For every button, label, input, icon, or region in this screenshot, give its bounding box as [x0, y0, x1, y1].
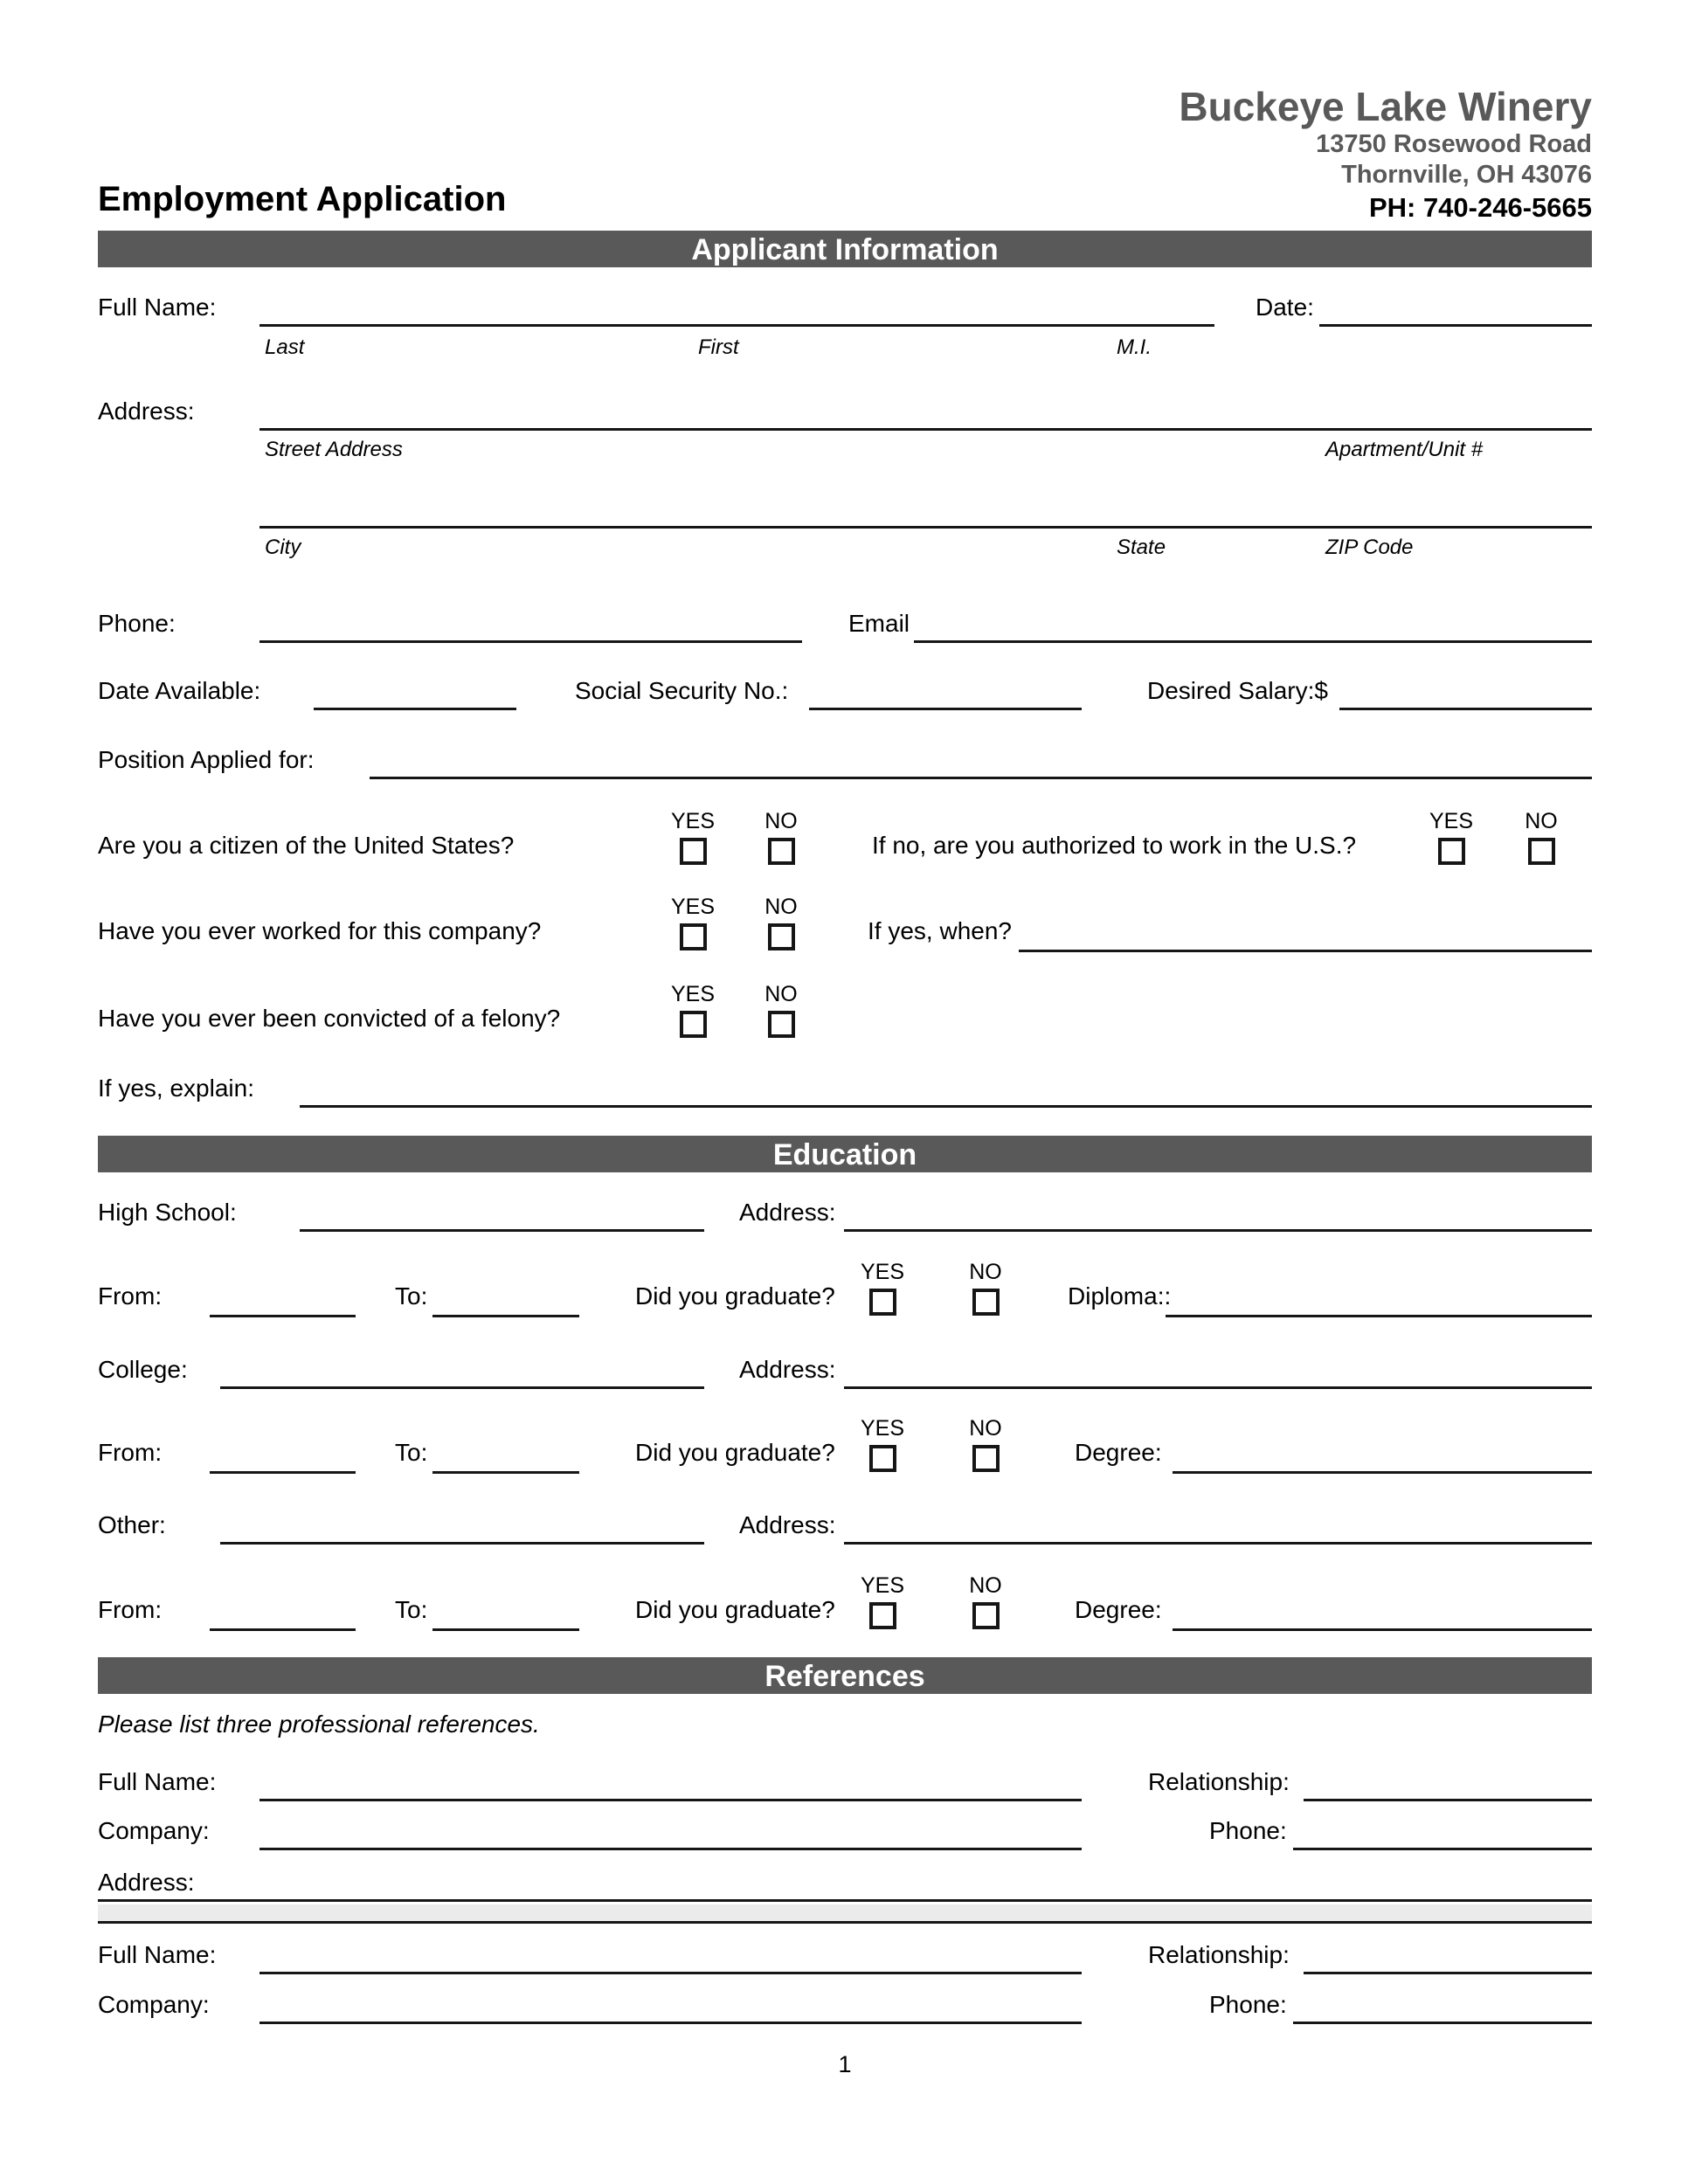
- phone-input[interactable]: [259, 640, 802, 643]
- ref1-address-label: Address:: [98, 1869, 195, 1896]
- no-label: NO: [764, 982, 798, 1006]
- ref1-phone-input[interactable]: [1293, 1848, 1592, 1850]
- high-school-input[interactable]: [300, 1229, 704, 1232]
- ref1-company-row: [98, 1815, 1592, 1850]
- ref1-phone-label: Phone:: [1209, 1817, 1287, 1844]
- other-grad-no-option: [959, 1574, 1012, 1629]
- full-name-input[interactable]: [259, 324, 1214, 327]
- full-name-label: Full Name:: [98, 294, 217, 321]
- yes-label: YES: [670, 809, 716, 833]
- no-label: NO: [969, 1573, 1002, 1598]
- authorized-question: If no, are you authorized to work in the U.S.?: [872, 832, 1357, 859]
- city-state-zip-input[interactable]: [259, 526, 1592, 529]
- section-header-education: Education: [98, 1136, 1592, 1172]
- hs-grad-no-checkbox[interactable]: [972, 1289, 1000, 1316]
- desired-salary-input[interactable]: [1339, 708, 1592, 710]
- ref2-phone-label: Phone:: [1209, 1991, 1287, 2018]
- company-name: Buckeye Lake Winery: [1179, 84, 1592, 129]
- ref2-relationship-input[interactable]: [1304, 1972, 1592, 1974]
- ref2-full-name-label: Full Name:: [98, 1941, 217, 1968]
- ssn-input[interactable]: [809, 708, 1082, 710]
- section-header-applicant-information: Applicant Information: [98, 231, 1592, 267]
- no-label: NO: [764, 895, 798, 919]
- to-label: To:: [395, 1439, 428, 1466]
- college-grad-row: [98, 1418, 1592, 1474]
- email-input[interactable]: [914, 640, 1592, 643]
- citizen-row: [98, 811, 1592, 867]
- yes-label: YES: [860, 1260, 905, 1284]
- degree-label: Degree:: [1075, 1596, 1162, 1623]
- ref1-full-name-input[interactable]: [259, 1799, 1082, 1801]
- references-note-row: [98, 1711, 1592, 1742]
- college-address-label: Address:: [739, 1356, 836, 1383]
- other-row: [98, 1510, 1592, 1545]
- felony-no-option: [755, 983, 807, 1038]
- other-grad-yes-option: [856, 1574, 909, 1629]
- other-grad-no-checkbox[interactable]: [972, 1602, 1000, 1629]
- felony-yes-checkbox[interactable]: [680, 1011, 707, 1038]
- worked-yes-checkbox[interactable]: [680, 923, 707, 950]
- date-input[interactable]: [1319, 324, 1592, 327]
- no-label: NO: [1525, 809, 1558, 833]
- availability-row: [98, 675, 1592, 710]
- from-label: From:: [98, 1596, 163, 1623]
- ref1-full-name-label: Full Name:: [98, 1768, 217, 1795]
- ref1-address-row: [98, 1864, 1592, 1902]
- form-title: Employment Application: [98, 180, 507, 218]
- authorized-no-option: [1515, 810, 1567, 865]
- from-label: From:: [98, 1282, 163, 1310]
- other-grad-row: [98, 1575, 1592, 1631]
- felony-yes-option: [667, 983, 719, 1038]
- company-phone: PH: 740-246-5665: [1368, 192, 1592, 223]
- zip-hint: ZIP Code: [1325, 536, 1414, 559]
- ref2-relationship-label: Relationship:: [1148, 1941, 1290, 1968]
- authorized-yes-option: [1425, 810, 1477, 865]
- company-address-line2: Thornville, OH 43076: [1341, 161, 1592, 189]
- phone-email-row: [98, 608, 1592, 643]
- worked-yes-option: [667, 895, 719, 950]
- full-name-hints: [98, 335, 1592, 362]
- ref1-relationship-input[interactable]: [1304, 1799, 1592, 1801]
- hs-to-input[interactable]: [432, 1315, 579, 1317]
- explain-row: [98, 1073, 1592, 1108]
- references-note: Please list three professional references.: [98, 1711, 540, 1738]
- hs-grad-no-option: [959, 1261, 1012, 1316]
- ref1-relationship-label: Relationship:: [1148, 1768, 1290, 1795]
- citizen-yes-checkbox[interactable]: [680, 838, 707, 865]
- ref1-address-input-line2[interactable]: [98, 1904, 1592, 1924]
- page-number: 1: [838, 2051, 852, 2077]
- ref2-name-row: [98, 1939, 1592, 1974]
- no-label: NO: [969, 1416, 1002, 1441]
- ref1-company-label: Company:: [98, 1817, 210, 1844]
- street-address-hint: Street Address: [265, 438, 403, 461]
- first-hint: First: [698, 335, 739, 359]
- yes-label: YES: [860, 1573, 905, 1598]
- college-to-input[interactable]: [432, 1471, 579, 1474]
- ref2-phone-input[interactable]: [1293, 2022, 1592, 2024]
- hs-address-input[interactable]: [844, 1229, 1592, 1232]
- authorized-no-checkbox[interactable]: [1528, 838, 1555, 865]
- worked-no-checkbox[interactable]: [768, 923, 795, 950]
- address-label: Address:: [98, 397, 195, 425]
- other-address-input[interactable]: [844, 1542, 1592, 1545]
- citizen-yes-option: [667, 810, 719, 865]
- graduate-question: Did you graduate?: [635, 1596, 835, 1623]
- authorized-yes-checkbox[interactable]: [1438, 838, 1465, 865]
- apartment-hint: Apartment/Unit #: [1325, 438, 1484, 461]
- explain-label: If yes, explain:: [98, 1075, 254, 1102]
- other-input[interactable]: [220, 1542, 704, 1545]
- yes-label: YES: [860, 1416, 905, 1441]
- ref2-company-label: Company:: [98, 1991, 210, 2018]
- to-label: To:: [395, 1282, 428, 1310]
- yes-label: YES: [1429, 809, 1474, 833]
- city-hints: [98, 536, 1592, 562]
- other-label: Other:: [98, 1511, 166, 1538]
- hs-from-input[interactable]: [210, 1315, 356, 1317]
- college-label: College:: [98, 1356, 188, 1383]
- from-label: From:: [98, 1439, 163, 1466]
- date-available-label: Date Available:: [98, 677, 261, 704]
- position-row: [98, 744, 1592, 779]
- high-school-grad-row: [98, 1261, 1592, 1317]
- ref2-company-row: [98, 1989, 1592, 2024]
- when-input[interactable]: [1019, 950, 1592, 952]
- section-header-references: References: [98, 1657, 1592, 1694]
- diploma-input[interactable]: [1166, 1315, 1592, 1317]
- other-address-label: Address:: [739, 1511, 836, 1538]
- company-address-line1: 13750 Rosewood Road: [1316, 130, 1592, 158]
- college-degree-input[interactable]: [1173, 1471, 1592, 1474]
- high-school-label: High School:: [98, 1199, 237, 1226]
- address-row: [98, 396, 1592, 431]
- felony-no-checkbox[interactable]: [768, 1011, 795, 1038]
- graduate-question: Did you graduate?: [635, 1282, 835, 1310]
- college-grad-no-option: [959, 1417, 1012, 1472]
- worked-no-option: [755, 895, 807, 950]
- state-hint: State: [1117, 536, 1166, 559]
- other-degree-input[interactable]: [1173, 1628, 1592, 1631]
- city-row: [98, 494, 1592, 529]
- college-input[interactable]: [220, 1386, 704, 1389]
- college-from-input[interactable]: [210, 1471, 356, 1474]
- desired-salary-label: Desired Salary:$: [1147, 677, 1328, 704]
- citizen-question: Are you a citizen of the United States?: [98, 832, 515, 859]
- high-school-row: [98, 1197, 1592, 1232]
- yes-label: YES: [670, 895, 716, 919]
- city-hint: City: [265, 536, 301, 559]
- other-to-input[interactable]: [432, 1628, 579, 1631]
- ref1-company-input[interactable]: [259, 1848, 1082, 1850]
- when-label: If yes, when?: [868, 917, 1012, 944]
- explain-input[interactable]: [300, 1105, 1592, 1108]
- ref1-name-row: [98, 1766, 1592, 1801]
- graduate-question: Did you graduate?: [635, 1439, 835, 1466]
- mi-hint: M.I.: [1117, 335, 1152, 359]
- worked-row: [98, 896, 1592, 952]
- felony-question: Have you ever been convicted of a felony?: [98, 1005, 561, 1032]
- position-input[interactable]: [370, 777, 1592, 779]
- yes-label: YES: [670, 982, 716, 1006]
- last-hint: Last: [265, 335, 305, 359]
- ssn-label: Social Security No.:: [575, 677, 789, 704]
- other-from-input[interactable]: [210, 1628, 356, 1631]
- ref1-address-input-line1[interactable]: [98, 1899, 1592, 1902]
- to-label: To:: [395, 1596, 428, 1623]
- worked-question: Have you ever worked for this company?: [98, 917, 542, 944]
- degree-label: Degree:: [1075, 1439, 1162, 1466]
- other-grad-yes-checkbox[interactable]: [869, 1602, 896, 1629]
- phone-label: Phone:: [98, 610, 176, 637]
- college-address-input[interactable]: [844, 1386, 1592, 1389]
- college-grad-no-checkbox[interactable]: [972, 1445, 1000, 1472]
- felony-row: [98, 984, 1592, 1040]
- college-grad-yes-checkbox[interactable]: [869, 1445, 896, 1472]
- no-label: NO: [969, 1260, 1002, 1284]
- no-label: NO: [764, 809, 798, 833]
- date-available-input[interactable]: [314, 708, 516, 710]
- college-row: [98, 1354, 1592, 1389]
- street-address-input[interactable]: [259, 428, 1592, 431]
- diploma-label: Diploma::: [1068, 1282, 1172, 1310]
- ref2-company-input[interactable]: [259, 2022, 1082, 2024]
- date-label: Date:: [1256, 294, 1314, 321]
- email-label: Email: [848, 610, 910, 637]
- hs-grad-yes-checkbox[interactable]: [869, 1289, 896, 1316]
- citizen-no-option: [755, 810, 807, 865]
- full-name-row: [98, 292, 1592, 327]
- position-label: Position Applied for:: [98, 746, 315, 773]
- address-hints: [98, 438, 1592, 464]
- college-grad-yes-option: [856, 1417, 909, 1472]
- citizen-no-checkbox[interactable]: [768, 838, 795, 865]
- hs-address-label: Address:: [739, 1199, 836, 1226]
- hs-grad-yes-option: [856, 1261, 909, 1316]
- ref2-full-name-input[interactable]: [259, 1972, 1082, 1974]
